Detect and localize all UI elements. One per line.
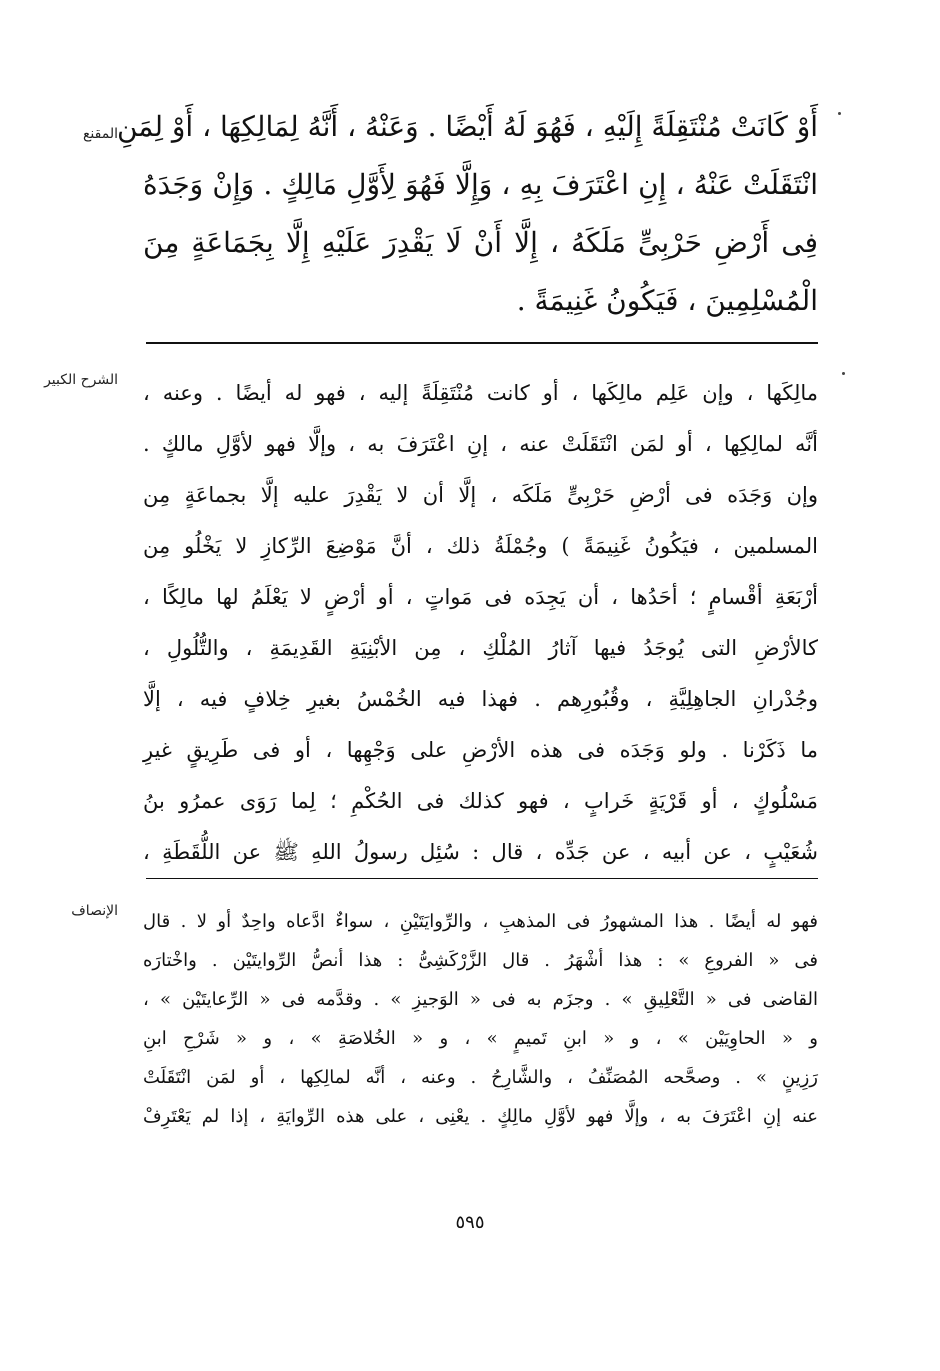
sharh-line: وجُدْرانِ الجاهِلِيَّةِ ، وقُبُورِهم . فهذا فيه الخُمْسُ بغيرِ خِلافٍ فيه ، إلَّا xyxy=(143,687,818,711)
sharh-line: مَسْلُوكٍ ، أو قَرْيَةٍ خَرابٍ ، فهو كذلك فى الحُكْمِ ؛ لِما رَوَى عمرُو بنُ xyxy=(143,789,818,813)
scan-speck xyxy=(842,372,845,375)
muqni-label: المقنع xyxy=(82,126,118,142)
insaf-label: الإنصاف xyxy=(71,903,118,919)
matn-line: الْمُسْلِمِينَ ، فَيَكُونُ غَنِيمَةً . xyxy=(516,284,818,317)
scan-speck xyxy=(838,112,841,115)
sharh-line: كالأرْضِ التى يُوجَدُ فيها آثارُ المُلْكِ ، مِن الأبْنِيَةِ القَدِيمَةِ ، والتُّلُولِ ، xyxy=(143,636,818,660)
sharh-line: ما ذَكَرْنا . ولو وَجَدَه فى هذه الأرْضِ على وَجْهِها ، أو فى طَرِيقٍ غيرِ xyxy=(143,738,818,762)
insaf-line: و « الحاوِيَيْن » ، و « ابنِ تَميمٍ » ، و « الخُلاصَةِ » ، و « شَرْحِ ابنِ xyxy=(143,1028,818,1049)
sharh-line: أنَّه لمالِكِها ، أو لمَن انْتَقَلَتْ عنه ، إنِ اعْتَرَفَ به ، وإلَّا فهو لأوَّلِ مالكٍ . xyxy=(143,432,818,456)
matn-line: انْتَقَلَتْ عَنْهُ ، إِنِ اعْتَرَفَ بِهِ ، وَإِلَّا فَهُوَ لِأَوَّلِ مَالِكٍ . وَإِنْ وَجَدَهُ xyxy=(143,168,818,201)
matn-line: فِى أَرْضِ حَرْبِىٍّ مَلَكَهُ ، إِلَّا أَنْ لَا يَقْدِرَ عَلَيْهِ إِلَّا بِجَمَاعَةٍ مِنَ xyxy=(143,226,818,259)
sharh-label: الشرح الكبير xyxy=(44,372,118,388)
sharh-line: شُعَيْبٍ ، عن أبيه ، عن جَدِّه ، قال : سُئِل رسولُ اللهِ ﷺ عن اللُّقَطَةِ ، xyxy=(143,840,818,864)
insaf-line: عنه إنِ اعْتَرَفَ به ، وإلَّا فهو لأوَّلِ مالِكٍ . يعْنِى ، على هذه الرِّوايَةِ ، إذا لم يَعْتَرِفْ xyxy=(143,1106,818,1127)
matn-line: أَوْ كَانَتْ مُنْتَقِلَةً إِلَيْهِ ، فَهُوَ لَهُ أَيْضًا . وَعَنْهُ ، أَنَّهُ لِمَالِكِهَا ، أَوْ لِمَنِ xyxy=(116,110,818,143)
page-number: ٥٩٥ xyxy=(455,1212,485,1233)
insaf-line: فهو له أيضًا . هذا المشهورُ فى المذهبِ ، والرِّوايَتَيْنِ ، سواءٌ ادَّعاه واحِدٌ أو لا . قال xyxy=(143,911,818,932)
sharh-line: مالِكَها ، وإن عَلِم مالِكَها ، أو كانت مُنْتَقِلَةً إليه ، فهو له أيضًا . وعنه ، xyxy=(143,381,818,405)
insaf-text xyxy=(143,902,818,1136)
section-divider-top xyxy=(146,342,818,344)
sharh-line: أرْبَعَةِ أقْسامٍ ؛ أحَدُها ، أن يَجِدَه فى مَواتٍ ، أو أرْضٍ لا يَعْلَمُ لها مالِكًا ، xyxy=(143,585,818,609)
insaf-line: رَزِينٍ » . وصحَّحه المُصَنِّفُ ، والشَّارِحُ . وعنه ، أنَّه لمالِكِها ، أو لمَن انْتَقَلَتْ xyxy=(143,1067,818,1088)
insaf-line: فى « الفروعِ » : هذا أشْهَرُ . قال الزَّرْكَشِىُّ : هذا أنصُّ الرِّوايتَيْن . واخْتارَه xyxy=(143,950,818,971)
sharh-line: وإن وَجَدَه فى أرْضِ حَرْبِىٍّ مَلَكَه ، إلَّا أن لا يَقْدِرَ عليه إلَّا بجماعَةٍ مِن xyxy=(143,483,818,507)
sharh-line: المسلمين ، فيَكُونُ غَنِيمَةً ) وجُمْلَةُ ذلك ، أنَّ مَوْضِعَ الرِّكازِ لا يَخْلُو مِن xyxy=(143,534,818,558)
section-divider-bottom xyxy=(146,878,818,879)
insaf-line: القاضى فى « التَّعْلِيقِ » . وجزَم به فى « الوَجيزِ » . وقدَّمه فى « الرِّعايتَيْن » ، xyxy=(143,989,818,1010)
matn-text xyxy=(116,98,818,330)
sharh-text xyxy=(143,368,818,878)
